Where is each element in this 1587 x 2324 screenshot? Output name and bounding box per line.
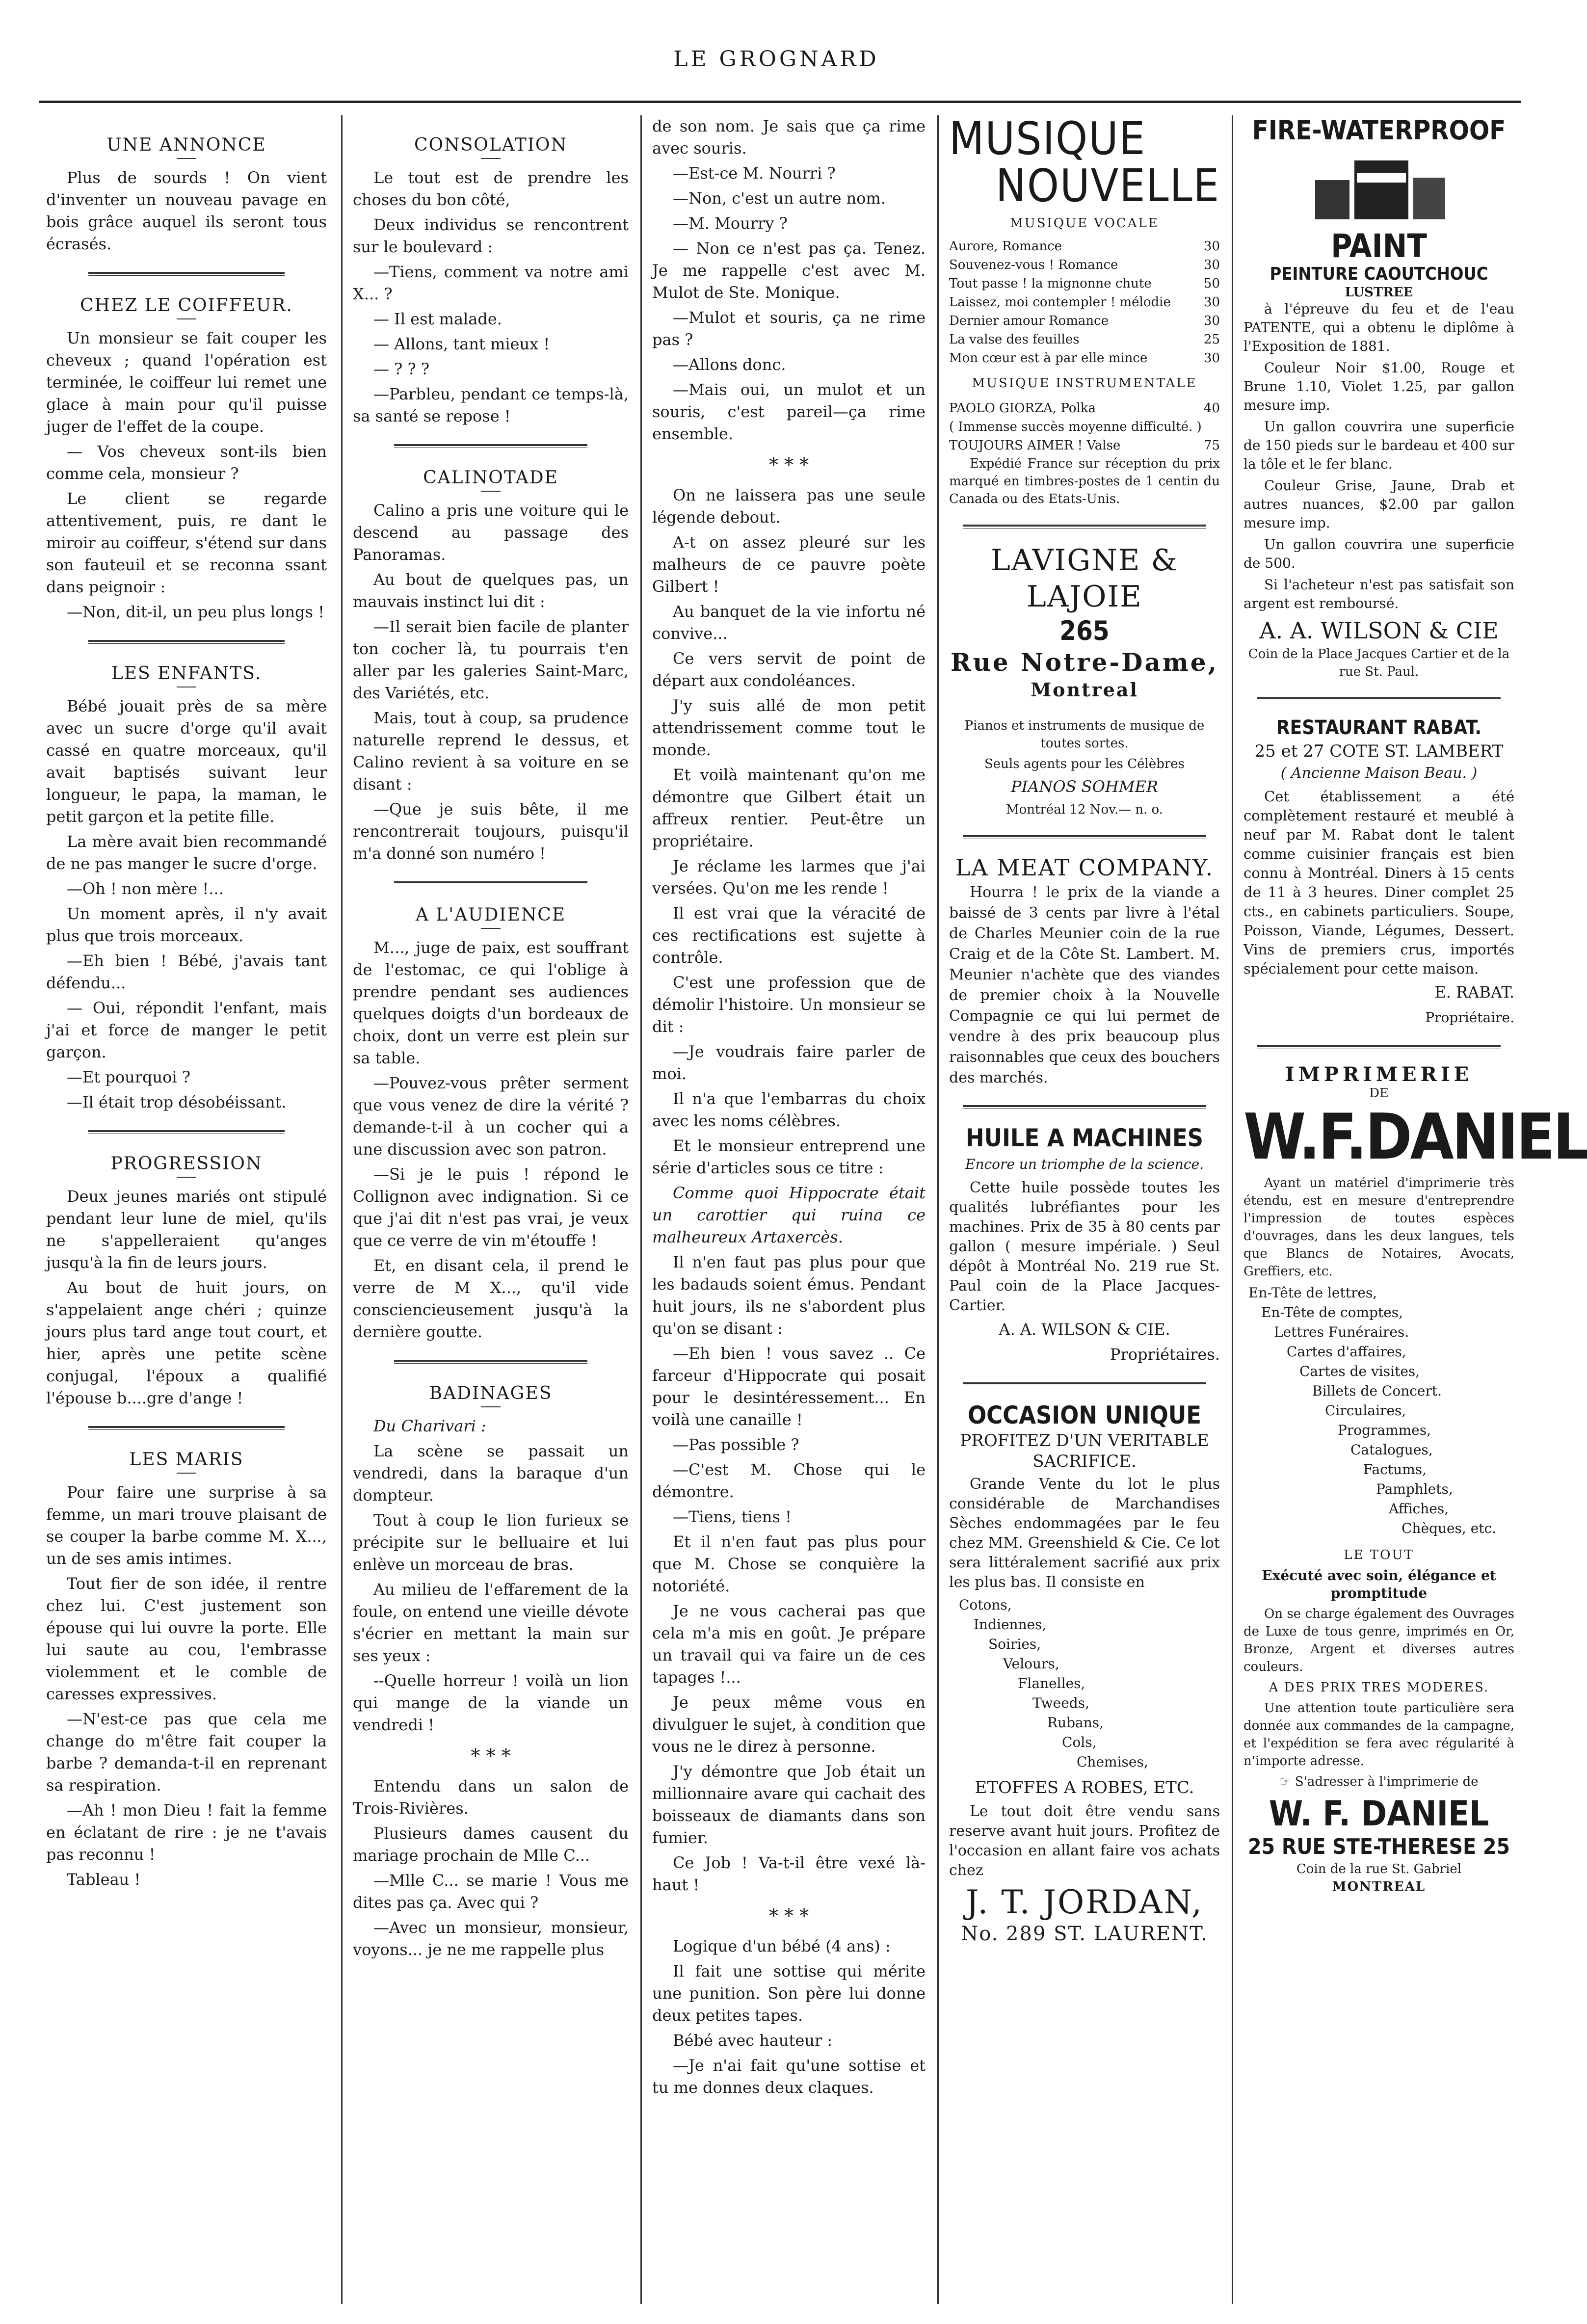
- paragraph: Au bout de huit jours, on s'appelaient ange chéri ; quinze jours plus tard ange tout court, et hier, après une petite scène conjugal, l'époux a qualifié l'épouse b....gre d'ange !: [46, 1278, 327, 1407]
- ad-title: W.F.DANIEL: [1243, 1101, 1587, 1174]
- paragraph: Deux jeunes mariés ont stipulé pendant leur lune de miel, qu'ils ne s'appelleraient qu'anges jusqu'à la fin de leurs jours.: [46, 1187, 327, 1272]
- list-item: Lettres Funéraires.: [1274, 1324, 1409, 1340]
- ad-text: Expédié France sur réception du prix marqué en timbres-postes de 1 centin du Canada ou des Etats-Unis.: [949, 456, 1220, 506]
- paragraph: Un moment après, il n'y avait plus que trois morceaux.: [46, 904, 327, 945]
- ad-text: Si l'acheteur n'est pas satisfait son argent est remboursé.: [1243, 577, 1514, 611]
- paragraph: —Je n'ai fait qu'une sottise et tu me donnes deux claques.: [652, 2056, 926, 2097]
- ad-text: LE TOUT: [1344, 1548, 1414, 1562]
- paragraph: C'est une profession que de démolir l'histoire. Un monsieur se dit :: [652, 973, 926, 1036]
- ad-title: J. T. JORDAN,: [966, 1883, 1203, 1921]
- list-item: Billets de Concert.: [1312, 1383, 1442, 1399]
- paragraph: Il est vrai que la véracité de ces rectifications est sujette à contrôle.: [652, 904, 926, 967]
- paragraph: — Il est malade.: [373, 310, 502, 328]
- ad-address: 265: [1059, 615, 1110, 646]
- paragraph: Ce vers servit de point de départ aux condoléances.: [652, 649, 926, 690]
- ad-text: A DES PRIX TRES MODERES.: [1269, 1680, 1489, 1695]
- paragraph: Et le monsieur entreprend une série d'articles sous ce titre :: [652, 1136, 926, 1177]
- ad-text: Un gallon couvrira une superficie de 150 pieds sur le bardeau et 400 sur la tôle et le fer blanc.: [1243, 419, 1514, 472]
- masthead: [0, 0, 1553, 83]
- paragraph: Un monsieur se fait couper les cheveux ; quand l'opération est terminée, le coiffeur lui remet une glace à main pour qu'il puisse juger de l'effet de la coupe.: [46, 329, 327, 436]
- ad-title: LAVIGNE & LAJOIE: [991, 543, 1178, 614]
- list-item: Chemises,: [1077, 1754, 1148, 1770]
- paragraph: — Vos cheveux sont-ils bien comme cela, monsieur ?: [46, 442, 327, 483]
- ad-title: HUILE A MACHINES: [965, 1124, 1204, 1152]
- price-list: [949, 399, 1220, 455]
- ad-title: PAINT: [1331, 227, 1427, 265]
- ad-title: IMPRIMERIE: [1285, 1063, 1473, 1086]
- item-price: 30: [1203, 239, 1220, 254]
- ad-text: Couleur Grise, Jaune, Drab et autres nuances, $2.00 par gallon mesure imp.: [1243, 477, 1514, 531]
- ad-subtitle: DE: [1369, 1086, 1389, 1101]
- ad-title: W. F. DANIEL: [1269, 1794, 1489, 1834]
- list-item: En-Tête de lettres,: [1248, 1285, 1377, 1301]
- item-name: ( Immense succès moyenne difficulté. ): [949, 420, 1202, 434]
- paragraph: —Eh bien ! Bébé, j'avais tant défendu...: [46, 951, 327, 992]
- heading-consolation: CONSOLATION: [414, 135, 567, 155]
- paragraph: —Je voudrais faire parler de moi.: [652, 1042, 926, 1083]
- paragraph: Il n'en faut pas plus pour que les badauds soient émus. Pendant huit jours, ils ne s'abordent plus qu'on se disant :: [652, 1253, 926, 1338]
- ad-subtitle: MUSIQUE INSTRUMENTALE: [972, 376, 1197, 391]
- paragraph: Le client se regarde attentivement, puis, re dant le miroir au coiffeur, s'étend sur dans son fauteuil et se reconna ssant dans peignoir :: [46, 489, 327, 596]
- column-divider: [1232, 115, 1233, 2304]
- ad-daniel: [1243, 1063, 1587, 1896]
- separator: [88, 1130, 285, 1134]
- paragraph: Tout à coup le lion furieux se précipite sur le belluaire et lui enlève un morceau de bras.: [353, 1511, 629, 1574]
- ad-paint: [1243, 115, 1514, 681]
- ad-huile: [949, 1123, 1220, 1366]
- paragraph: —Est-ce M. Nourri ?: [673, 164, 836, 183]
- item-name: PAOLO GIORZA, Polka: [949, 401, 1096, 416]
- paint-can-icon: [1305, 151, 1453, 224]
- column-2: [346, 115, 635, 2304]
- ad-text: Propriétaire.: [1425, 1009, 1514, 1026]
- ad-address: MONTREAL: [1332, 1879, 1426, 1894]
- paragraph: Logique d'un bébé (4 ans) :: [673, 1937, 891, 1955]
- paragraph: Il fait une sottise qui mérite une punition. Son père lui donne deux petites tapes.: [652, 1962, 926, 2025]
- list-item: Indiennes,: [974, 1616, 1047, 1633]
- ad-text: PIANOS SOHMER: [1011, 777, 1158, 796]
- paragraph: —Mais oui, un mulot et un souris, c'est pareil—ça rime ensemble.: [652, 380, 926, 443]
- paragraph: —Il serait bien facile de planter ton cocher là, tu pourrais t'en aller par les galeries Saint-Marc, des Variétés, etc.: [353, 617, 629, 702]
- paragraph: J'y démontre que Job était un millionnaire avare qui cachait des boisseaux de diamants dans son fumier.: [652, 1762, 926, 1847]
- price-row: [949, 349, 1220, 368]
- paragraph: Plusieurs dames causent du mariage prochain de Mlle C...: [353, 1824, 629, 1865]
- paragraph: La mère avait bien recommandé de ne pas manger le sucre d'orge.: [46, 832, 327, 873]
- paragraph: Bébé jouait près de sa mère avec un sucre d'orge qu'il avait cassé en quatre morceaux, qu'il avait baptisés suivant leur longueur, le papa, la maman, le petit garçon et la petite fille.: [46, 697, 327, 826]
- price-row: [949, 256, 1220, 274]
- ad-address: Montreal: [1031, 679, 1138, 701]
- paragraph: —Pouvez-vous prêter serment que vous venez de dire la vérité ? demande-t-il à un cocher qui a une discussion avec son patron.: [353, 1074, 629, 1159]
- item-name: Souvenez-vous ! Romance: [949, 258, 1118, 272]
- ad-rabat: [1243, 715, 1514, 1029]
- paragraph: —N'est-ce pas que cela me change do m'être fait couper la barbe ? demanda-t-il en reprenant sa respiration.: [46, 1710, 327, 1795]
- column-divider: [640, 115, 642, 2304]
- paragraph: —Tiens, tiens !: [673, 1507, 792, 1526]
- paragraph: —M. Mourry ?: [673, 214, 788, 233]
- paragraph: Calino a pris une voiture qui le descend au passage des Panoramas.: [353, 501, 629, 564]
- paragraph: Je ne vous cacherai pas que cela m'a mis en goût. Je prépare un travail qui va faire un de ces tapages !...: [652, 1602, 926, 1687]
- paragraph: Au bout de quelques pas, un mauvais instinct lui dit :: [353, 570, 629, 611]
- item-name: TOUJOURS AIMER ! Valse: [949, 438, 1121, 453]
- paragraph: — Oui, répondit l'enfant, mais j'ai et force de manger le petit garçon.: [46, 999, 327, 1061]
- paragraph: — Allons, tant mieux !: [373, 335, 550, 353]
- paragraph: Au banquet de la vie infortu né convive...: [652, 602, 926, 643]
- ad-occasion: [949, 1400, 1220, 1946]
- item-price: 25: [1203, 332, 1220, 347]
- stars-separator: * * *: [768, 454, 809, 475]
- price-row: [949, 418, 1220, 436]
- separator: [88, 1426, 285, 1430]
- item-name: Laissez, moi contempler ! mélodie: [949, 295, 1171, 310]
- price-row: [949, 399, 1220, 418]
- stars-separator: * * *: [471, 1745, 511, 1767]
- goods-list: [949, 1595, 1220, 1772]
- paragraph: Et, en disant cela, il prend le verre de M X..., qu'il vide consciencieusement jusqu'à la dernière goutte.: [353, 1256, 629, 1341]
- paragraph: —Oh ! non mère !...: [67, 879, 224, 898]
- ad-text: Couleur Noir $1.00, Rouge et Brune 1.10, Violet 1.25, par gallon mesure imp.: [1243, 360, 1514, 413]
- column-divider: [937, 115, 939, 2304]
- ad-address: 25 RUE STE-THERESE 25: [1248, 1834, 1510, 1859]
- ad-text: à l'épreuve du feu et de l'eau PATENTE, qui a obtenu le diplôme à l'Exposition de 1881.: [1243, 301, 1514, 354]
- paragraph: M..., juge de paix, est souffrant de l'estomac, ce qui l'oblige à prendre pendant ses audiences quelques doigts d'un bordeaux de choix, dont un verre est plein sur sa table.: [353, 938, 629, 1067]
- separator: [394, 1360, 587, 1364]
- column-1: [39, 115, 334, 2304]
- paragraph: On ne laissera pas une seule légende debout.: [652, 486, 926, 527]
- ad-subtitle: Encore un triomphe de la science.: [965, 1156, 1204, 1172]
- paragraph: —Avec un monsieur, monsieur, voyons... je ne me rappelle plus: [353, 1918, 629, 1959]
- stars-separator: * * *: [768, 1905, 809, 1927]
- ad-title: A. A. WILSON & CIE: [1259, 617, 1499, 644]
- paragraph: —Allons donc.: [673, 355, 786, 374]
- paragraph: Du Charivari :: [373, 1417, 486, 1435]
- paragraph: Le tout est de prendre les choses du bon côté,: [353, 168, 629, 209]
- separator: [394, 444, 587, 448]
- separator: [88, 640, 285, 644]
- ad-address: Coin de la rue St. Gabriel: [1296, 1862, 1462, 1876]
- paragraph: —Pas possible ?: [673, 1435, 799, 1454]
- heading-annonce: UNE ANNONCE: [106, 135, 266, 155]
- price-row: [949, 312, 1220, 330]
- ad-text: E. RABAT.: [1434, 983, 1514, 1002]
- ad-meat: [949, 853, 1220, 1088]
- item-price: 75: [1203, 438, 1220, 453]
- item-price: 30: [1203, 314, 1220, 328]
- item-price: 40: [1203, 401, 1220, 416]
- paragraph: —Il était trop désobéissant.: [67, 1093, 287, 1111]
- paragraph: Je réclame les larmes que j'ai versées. Qu'on me les rende !: [652, 857, 926, 898]
- ad-title: OCCASION UNIQUE: [967, 1401, 1202, 1429]
- list-item: Cotons,: [959, 1597, 1012, 1613]
- list-item: Soiries,: [988, 1636, 1041, 1652]
- paragraph: de son nom. Je sais que ça rime avec souris.: [652, 117, 926, 158]
- services-list: [1243, 1283, 1514, 1538]
- paragraph: —Que je suis bête, il me rencontrerait toujours, puisqu'il m'a donné son numéro !: [353, 800, 629, 863]
- list-item: Chèques, etc.: [1402, 1520, 1497, 1536]
- ad-text: Cette huile possède toutes les qualités lubréfiantes pour les machines. Prix de 35 à 80 cents par gallon ( mesure impériale. ) Seul dépôt à Montréal No. 219 rue St. Paul coin de la Place Jacques-Cartier.: [949, 1179, 1220, 1314]
- heading-progression: PROGRESSION: [110, 1154, 263, 1174]
- paragraph: Et voilà maintenant qu'on me démontre que Gilbert était un affreux rentier. Peut-être un propriétaire.: [652, 766, 926, 850]
- ad-text: Le tout doit être vendu sans reserve avant huit jours. Profitez de l'occasion en allant faire vos achats chez: [949, 1803, 1220, 1879]
- ad-text: Hourra ! le prix de la viande a baissé de 3 cents par livre à l'étal de Charles Meunier coin de la rue Craig et de la Côte St. Lambert. M. Meunier n'achète que des viandes de premier choix à la Nouvelle Compagnie ce qui lui permet de vendre à des prix beaucoup plus raisonnables que ceux des bouchers des marchés.: [949, 884, 1220, 1086]
- list-item: Velours,: [1003, 1656, 1059, 1672]
- paragraph: —Et pourquoi ?: [67, 1068, 190, 1086]
- paragraph: Au milieu de l'effarement de la foule, on entend une vieille dévote s'écrier en mettant la main sur ses yeux :: [353, 1580, 629, 1665]
- paragraph: —Eh bien ! vous savez .. Ce farceur d'Hippocrate qui posait pour le desintéressement... En voilà une canaille !: [652, 1344, 926, 1429]
- ad-subtitle: PEINTURE CAOUTCHOUC: [1270, 264, 1488, 284]
- paint-cans-illustration: [1305, 151, 1453, 224]
- ad-musique: [949, 112, 1220, 508]
- ad-text: Un gallon couvrira une superficie de 500.: [1243, 536, 1514, 571]
- paragraph: Je peux même vous en divulguer le sujet, à condition que vous ne le direz à personne.: [652, 1693, 926, 1756]
- list-item: Factums,: [1363, 1461, 1427, 1478]
- separator: [394, 881, 587, 885]
- ad-subtitle: MUSIQUE VOCALE: [1010, 216, 1159, 231]
- list-item: Cartes de visites,: [1299, 1363, 1420, 1379]
- paragraph: —Non, dit-il, un peu plus longs !: [67, 603, 324, 621]
- column-divider: [341, 115, 343, 2304]
- newspaper-title: LE GROGNARD: [673, 47, 879, 72]
- list-item: Programmes,: [1338, 1422, 1431, 1438]
- paragraph: Comme quoi Hippocrate était un carottier qui ruina ce malheureux Artaxercès.: [652, 1184, 926, 1246]
- ad-title: FIRE-WATERPROOF: [1252, 115, 1506, 146]
- list-item: Catalogues,: [1350, 1442, 1433, 1458]
- list-item: Rubans,: [1047, 1715, 1104, 1731]
- list-item: Cartes d'affaires,: [1287, 1344, 1406, 1360]
- ad-text: Pianos et instruments de musique de toutes sortes.: [964, 718, 1205, 751]
- ad-title: MUSIQUE: [949, 112, 1146, 165]
- column-5: [1237, 115, 1587, 2304]
- item-price: 30: [1203, 351, 1220, 366]
- ad-lavigne: [949, 542, 1220, 819]
- heading-enfants: LES ENFANTS.: [111, 663, 262, 684]
- price-row: [949, 330, 1220, 349]
- paragraph: Bébé avec hauteur :: [673, 2031, 833, 2050]
- price-row: [949, 274, 1220, 293]
- ad-title: RESTAURANT RABAT.: [1276, 716, 1482, 739]
- paragraph: Mais, tout à coup, sa prudence naturelle reprend le dessus, et Calino revient à sa voiture en se disant :: [353, 709, 629, 793]
- paragraph: —Non, c'est un autre nom.: [673, 189, 886, 208]
- separator: [88, 272, 285, 276]
- paragraph: — ? ? ?: [373, 360, 429, 378]
- ad-text: Coin de la Place Jacques Cartier et de la rue St. Paul.: [1248, 647, 1510, 679]
- paragraph: Tout fier de son idée, il rentre chez lui. C'est justement son épouse qui lui ouvre la porte. Elle lui saute au cou, l'embrasse violemment et le comble de caresses expressives.: [46, 1574, 327, 1703]
- ad-text: Seuls agents pour les Célèbres: [984, 757, 1185, 771]
- item-price: 30: [1203, 295, 1220, 310]
- ad-text: Grande Vente du lot le plus considérable de Marchandises Sèches endommagées par le feu chez MM. Greenshield & Cie. Ce lot sera littéralement sacrifié aux prix les plus bas. Il consiste en: [949, 1476, 1220, 1591]
- ad-title: NOUVELLE: [996, 159, 1220, 212]
- heading-audience: A L'AUDIENCE: [415, 905, 566, 925]
- paragraph: Ce Job ! Va-t-il être vexé là-haut !: [652, 1853, 926, 1894]
- paragraph: —Tiens, comment va notre ami X... ?: [353, 263, 629, 303]
- ad-subtitle: LUSTREE: [1345, 285, 1413, 300]
- item-name: Aurore, Romance: [949, 239, 1062, 254]
- paragraph: Pour faire une surprise à sa femme, un mari trouve plaisant de se couper la barbe comme M. X..., un de ses amis intimes.: [46, 1483, 327, 1568]
- paragraph: —Mlle C... se marie ! Vous me dites pas ça. Avec qui ?: [353, 1871, 629, 1912]
- list-item: Affiches,: [1389, 1501, 1449, 1517]
- ad-text: Propriétaires.: [1110, 1345, 1220, 1364]
- heading-maris: LES MARIS: [129, 1450, 244, 1470]
- paragraph: Tableau !: [67, 1870, 141, 1889]
- heading-coiffeur: CHEZ LE COIFFEUR.: [80, 295, 293, 316]
- paragraph: —C'est M. Chose qui le démontre.: [652, 1460, 926, 1501]
- item-name: Dernier amour Romance: [949, 314, 1109, 328]
- list-item: Cols,: [1062, 1734, 1097, 1750]
- item-name: Tout passe ! la mignonne chute: [949, 276, 1152, 291]
- ad-text: Exécuté avec soin, élégance et promptitude: [1262, 1567, 1496, 1601]
- paragraph: Plus de sourds ! On vient d'inventer un nouveau pavage en bois grâce auquel ils seront tous écrasés.: [46, 168, 327, 253]
- item-price: 30: [1203, 258, 1220, 272]
- ad-text: Montréal 12 Nov.— n. o.: [1006, 802, 1163, 817]
- ad-subtitle: PROFITEZ D'UN VERITABLE SACRIFICE.: [960, 1431, 1209, 1471]
- ad-address: Rue Notre-Dame,: [950, 648, 1219, 677]
- paragraph: —Si je le puis ! répond le Collignon avec indignation. Si ce que j'ai dit n'est pas vrai, je veux que ce verre de vin m'étouffe !: [353, 1165, 629, 1250]
- paragraph: Et il n'en faut pas plus pour que M. Chose se conquière la notoriété.: [652, 1532, 926, 1595]
- column-3: [645, 115, 932, 2304]
- ad-text: Cet établissement a été complètement restauré et meublé à neuf par M. Rabat dont le talent comme cuisinier français est bien connu à Montréal. Diners à 15 cents de 11 à 3 heures. Diner complet 25 cts., en cabinets particuliers. Soupe, Poisson, Viande, Légumes, Dessert. Vins de premiers crus, importés spécialement pour cette maison.: [1243, 788, 1514, 977]
- paragraph: --Quelle horreur ! voilà un lion qui mange de la viande un vendredi !: [353, 1671, 629, 1734]
- list-item: Pamphlets,: [1376, 1481, 1453, 1497]
- paragraph: La scène se passait un vendredi, dans la baraque d'un dompteur.: [353, 1442, 629, 1505]
- paragraph: J'y suis allé de mon petit attendrissement comme tout le monde.: [652, 696, 926, 759]
- item-price: 50: [1203, 276, 1220, 291]
- item-name: Mon cœur est à par elle mince: [949, 351, 1148, 366]
- ad-text: Une attention toute particulière sera donnée aux commandes de la campagne, et l'expédition se fera avec régularité à n'importe adresse.: [1243, 1701, 1514, 1769]
- item-name: La valse des feuilles: [949, 332, 1080, 347]
- ad-text: A. A. WILSON & CIE.: [999, 1320, 1170, 1339]
- ad-address: No. 289 ST. LAURENT.: [961, 1923, 1208, 1945]
- paragraph: Entendu dans un salon de Trois-Rivières.: [353, 1777, 629, 1818]
- price-list: [949, 237, 1220, 368]
- list-item: Flanelles,: [1018, 1675, 1085, 1691]
- paragraph: —Mulot et souris, ça ne rime pas ?: [652, 308, 926, 349]
- masthead-rule: [39, 101, 1521, 103]
- paragraph: Deux individus se rencontrent sur le boulevard :: [353, 215, 629, 256]
- paragraph: — Non ce n'est pas ça. Tenez. Je me rappelle c'est avec M. Mulot de Ste. Monique.: [652, 239, 926, 302]
- column-4: [942, 112, 1227, 2304]
- paragraph: Il n'a que l'embarras du choix avec les noms célèbres.: [652, 1089, 926, 1130]
- price-row: [949, 237, 1220, 256]
- ad-address: 25 et 27 COTE ST. LAMBERT: [1254, 741, 1504, 761]
- paragraph: —Parbleu, pendant ce temps-là, sa santé se repose !: [353, 385, 629, 425]
- list-item: Circulaires,: [1325, 1402, 1406, 1419]
- ad-subtitle: ( Ancienne Maison Beau. ): [1280, 765, 1478, 782]
- ad-text: ETOFFES A ROBES, ETC.: [975, 1778, 1194, 1797]
- price-row: [949, 436, 1220, 455]
- ad-text: ☞ S'adresser à l'imprimerie de: [1279, 1774, 1479, 1789]
- ad-title: LA MEAT COMPANY.: [955, 854, 1214, 881]
- ad-text: On se charge également des Ouvrages de Luxe de tous genre, imprimés en Or, Bronze, Argent et diverses autres couleurs.: [1243, 1607, 1514, 1674]
- paragraph: A-t on assez pleuré sur les malheurs de ce pauvre poète Gilbert !: [652, 533, 926, 596]
- list-item: En-Tête de comptes,: [1261, 1304, 1403, 1320]
- paragraph: —Ah ! mon Dieu ! fait la femme en éclatant de rire : je ne t'avais pas reconnu !: [46, 1801, 327, 1864]
- price-row: [949, 293, 1220, 312]
- heading-calinotade: CALINOTADE: [423, 468, 558, 488]
- list-item: Tweeds,: [1032, 1695, 1089, 1711]
- heading-badinages: BADINAGES: [429, 1383, 553, 1403]
- ad-text: Ayant un matériel d'imprimerie très étendu, est en mesure d'entreprendre l'impression de toutes espèces d'ouvrages, dans les deux langues, tels que Blancs de Notaires, Avocats, Greffiers, etc.: [1243, 1176, 1514, 1279]
